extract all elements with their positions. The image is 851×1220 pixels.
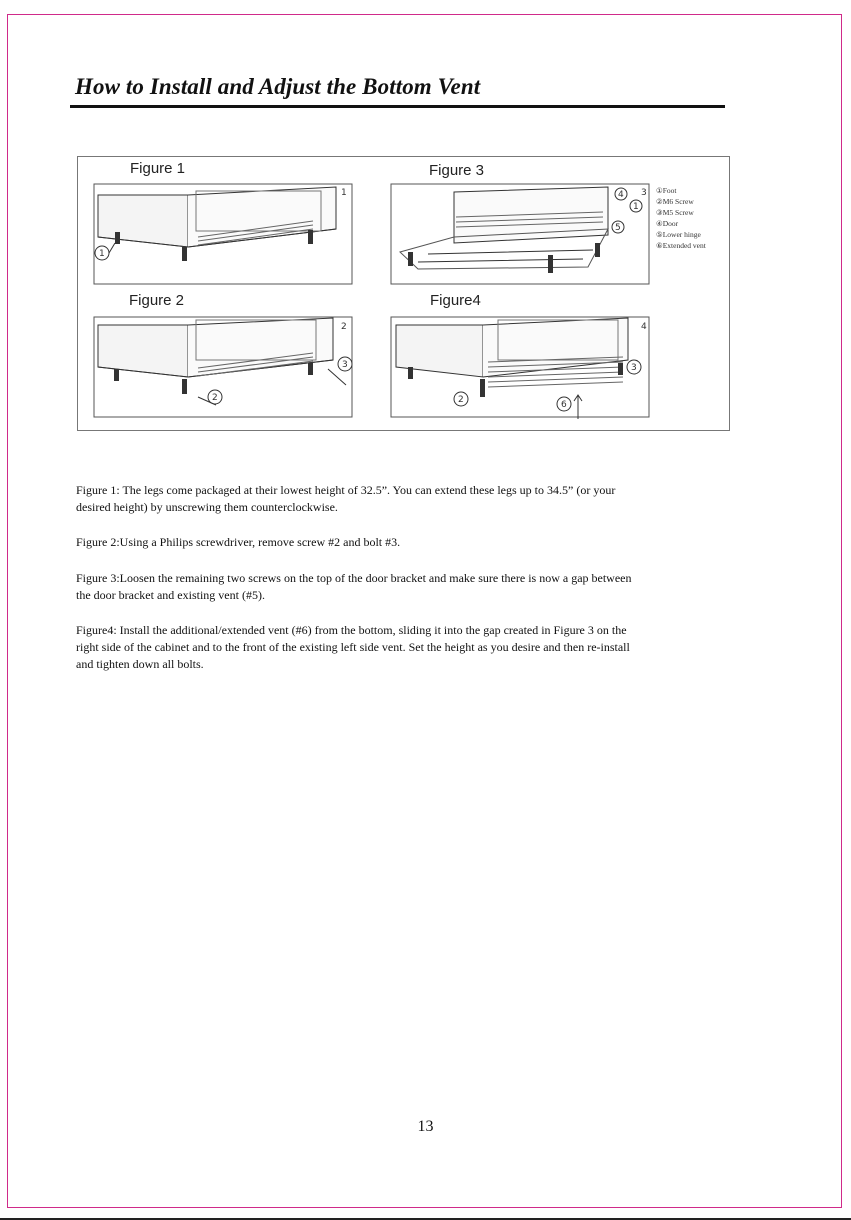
callout-label: 1 bbox=[633, 202, 639, 212]
panel-number: 1 bbox=[341, 188, 347, 198]
instruction-figure4: Figure4: Install the additional/extended vent (#6) from the bottom, sliding it into the gap created in Figure 3 on the right side of the cabinet and to the front of the existing left side vent. Set the height as you desire and then re-install and tighten down all bolts. bbox=[76, 623, 630, 671]
instruction-figure3: Figure 3:Loosen the remaining two screws on the top of the door bracket and make sure there is now a gap between the door bracket and existing vent (#5). bbox=[76, 571, 632, 602]
figure2-label: Figure 2 bbox=[129, 292, 185, 309]
title-underline bbox=[70, 105, 725, 108]
callout-label: 2 bbox=[458, 395, 464, 405]
callout-label: 3 bbox=[631, 363, 637, 373]
parts-legend bbox=[656, 185, 706, 251]
panel-number: 3 bbox=[641, 188, 647, 198]
callout-label: 4 bbox=[618, 190, 624, 200]
panel-number: 4 bbox=[641, 322, 647, 332]
legend-item: ①Foot bbox=[656, 186, 677, 195]
callout-label: 5 bbox=[615, 223, 621, 233]
callout-label: 3 bbox=[342, 360, 348, 370]
callout-label: 2 bbox=[212, 393, 218, 403]
figure1-label: Figure 1 bbox=[130, 160, 186, 177]
legend-item: ②M6 Screw bbox=[656, 197, 694, 206]
page-number: 13 bbox=[417, 1118, 434, 1135]
callout-label: 1 bbox=[99, 249, 105, 259]
instruction-figure1: Figure 1: The legs come packaged at their lowest height of 32.5”. You can extend these legs up to 34.5” (or your desired height) by unscrewing them counterclockwise. bbox=[76, 483, 616, 514]
figure3-label: Figure 3 bbox=[429, 162, 485, 179]
callout-label: 6 bbox=[561, 400, 567, 410]
legend-item: ④Door bbox=[656, 219, 679, 228]
panel-number: 2 bbox=[341, 322, 347, 332]
legend-item: ⑥Extended vent bbox=[656, 241, 706, 250]
figure4-label: Figure4 bbox=[430, 292, 481, 309]
legend-item: ⑤Lower hinge bbox=[656, 230, 701, 239]
legend-item: ③M5 Screw bbox=[656, 208, 694, 217]
page-title: How to Install and Adjust the Bottom Vent bbox=[75, 74, 481, 99]
instruction-figure2: Figure 2:Using a Philips screwdriver, remove screw #2 and bolt #3. bbox=[76, 535, 401, 549]
